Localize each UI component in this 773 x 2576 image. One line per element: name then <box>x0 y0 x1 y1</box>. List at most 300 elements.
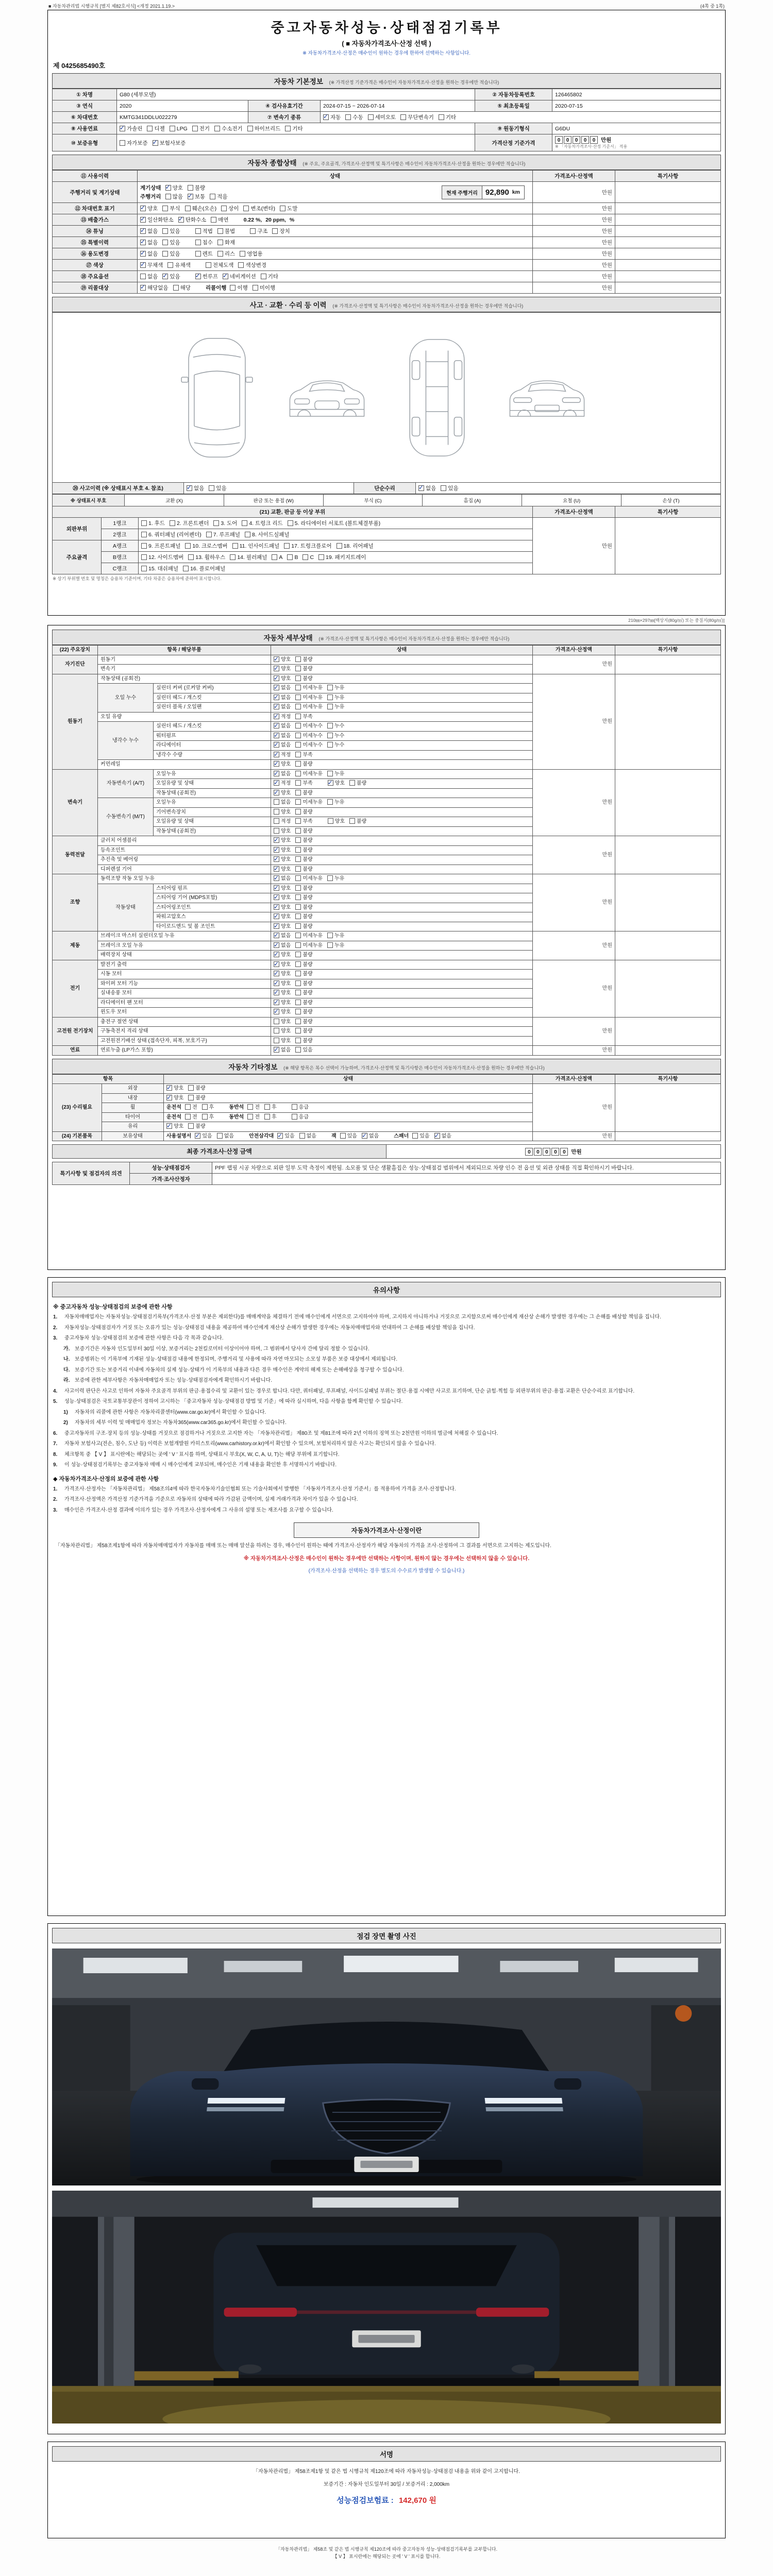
checkbox-option[interactable] <box>400 113 434 121</box>
checkbox-option[interactable] <box>250 227 267 235</box>
checkbox-option[interactable] <box>238 261 266 269</box>
checkbox-label: 세미오토 <box>375 114 396 121</box>
checkbox-option[interactable] <box>327 942 344 950</box>
checkbox-option[interactable] <box>274 714 291 721</box>
checkbox-option[interactable] <box>327 704 344 711</box>
checkbox-label: 미세누유 <box>303 685 323 691</box>
checkbox-option[interactable] <box>295 818 312 825</box>
checkbox-option[interactable] <box>247 1114 260 1121</box>
checkbox-option[interactable] <box>295 742 323 749</box>
checkbox-option[interactable] <box>274 942 291 950</box>
checkbox-option[interactable] <box>274 828 291 835</box>
checkbox-option[interactable] <box>295 685 323 692</box>
checkbox-option[interactable] <box>295 809 312 816</box>
checkbox-option[interactable] <box>247 1104 260 1111</box>
checkbox-option[interactable] <box>140 284 169 292</box>
checkbox-label: 무단변속기 <box>408 114 434 121</box>
state-cell <box>271 970 533 979</box>
checkbox-option[interactable] <box>323 113 341 121</box>
checkbox-option[interactable] <box>141 519 165 527</box>
checkbox-option[interactable] <box>140 273 158 280</box>
overall-title: 자동차 종합상태 <box>247 159 297 167</box>
device-cell: 원동기 <box>53 674 98 769</box>
notice-item-text: 중고자동차의 구조·장치 등의 성능·상태를 거짓으로 점검하거나 거짓으로 고지한 자는 「자동차관리법」 제80조 및 제81조에 따라 2년 이하의 징역 또는 2천만원 이하의 벌금에 처해질 수 있습니다. <box>64 1430 498 1436</box>
checkbox-label: 렌트 <box>202 251 213 257</box>
checkbox-option[interactable] <box>439 113 456 121</box>
checkbox-option[interactable] <box>153 139 186 147</box>
checkbox-option[interactable] <box>140 239 158 246</box>
checkbox-option[interactable] <box>295 885 312 892</box>
checkbox-option[interactable] <box>274 1028 291 1035</box>
checkbox-option[interactable] <box>147 125 164 132</box>
checkbox-option[interactable] <box>327 875 344 883</box>
checkbox-label: 없음 <box>281 723 291 729</box>
checkbox-option[interactable] <box>223 273 256 280</box>
checkbox-unchecked-icon <box>188 185 193 191</box>
checkbox-unchecked-icon <box>287 554 293 560</box>
notice-item <box>63 1409 720 1417</box>
checkbox-unchecked-icon <box>345 114 351 120</box>
checkbox-option[interactable] <box>295 666 312 673</box>
checkbox-option[interactable] <box>274 837 291 844</box>
checkbox-option[interactable] <box>295 894 312 902</box>
checkbox-option[interactable] <box>295 723 323 730</box>
checkbox-option[interactable] <box>240 250 262 258</box>
checkbox-option[interactable] <box>295 790 312 797</box>
checkbox-option[interactable] <box>295 780 312 787</box>
checkbox-option[interactable] <box>303 554 314 561</box>
checkbox-option[interactable] <box>292 1114 309 1121</box>
checkbox-option[interactable] <box>165 193 183 200</box>
checkbox-option[interactable] <box>295 656 312 664</box>
checkbox-option[interactable] <box>183 565 225 572</box>
state-cell <box>164 1103 533 1113</box>
signature-statement: 「자동차관리법」 제58조제1항 및 같은 법 시행규칙 제120조에 따라 자동차성능·상태점검 내용을 위와 같이 고지합니다. <box>253 2469 520 2475</box>
checkbox-unchecked-icon <box>327 933 333 938</box>
checkbox-option[interactable] <box>295 733 323 740</box>
checkbox-option[interactable] <box>295 923 312 930</box>
checkbox-option[interactable] <box>295 1038 312 1045</box>
checkbox-unchecked-icon <box>295 733 301 738</box>
checkbox-option[interactable] <box>272 227 290 235</box>
checkbox-option[interactable] <box>166 1085 183 1092</box>
checkbox-option[interactable] <box>295 933 323 940</box>
checkbox-option[interactable] <box>213 519 237 527</box>
checkbox-unchecked-icon <box>230 554 236 560</box>
checkbox-option[interactable] <box>274 771 291 778</box>
checkbox-unchecked-icon <box>243 206 249 211</box>
checkbox-option[interactable] <box>295 694 323 702</box>
checkbox-option[interactable] <box>434 1133 451 1140</box>
checkbox-option[interactable] <box>188 1123 205 1130</box>
etc-item-cell: 타이어 <box>102 1112 164 1122</box>
checkbox-checked-icon <box>274 933 279 938</box>
checkbox-option[interactable] <box>274 666 291 673</box>
checkbox-option[interactable] <box>188 193 205 200</box>
inline-label: 운전석 <box>166 1114 181 1120</box>
checkbox-option[interactable] <box>327 723 344 730</box>
checkbox-option[interactable] <box>295 675 312 683</box>
checkbox-option[interactable] <box>140 205 158 212</box>
price-survey-blue-note: (가격조사·산정을 선택하는 경우 별도의 수수료가 발생할 수 있습니다.) <box>308 1568 465 1574</box>
checkbox-label: 양호 <box>281 885 291 891</box>
checkbox-option[interactable] <box>162 205 180 212</box>
checkbox-label: 양호 <box>174 1086 184 1091</box>
checkbox-unchecked-icon <box>247 1114 253 1120</box>
checkbox-option[interactable] <box>295 913 312 921</box>
checkbox-option[interactable] <box>295 1019 312 1026</box>
checkbox-option[interactable] <box>170 126 188 132</box>
checkbox-option[interactable] <box>210 193 227 200</box>
checkbox-option[interactable] <box>295 1028 312 1035</box>
checkbox-option[interactable] <box>230 553 267 561</box>
price-digit: 0 <box>573 136 580 144</box>
current-mileage-label: 현재 주행거리 <box>442 186 482 199</box>
checkbox-option[interactable] <box>232 542 280 550</box>
checkbox-option[interactable] <box>272 554 282 561</box>
checkbox-option[interactable] <box>195 1133 212 1140</box>
checkbox-option[interactable] <box>214 125 243 132</box>
checkbox-option[interactable] <box>140 250 158 258</box>
checkbox-option[interactable] <box>185 1114 197 1121</box>
checkbox-option[interactable] <box>295 990 312 997</box>
checkbox-option[interactable] <box>230 284 247 292</box>
row-label: ⑬ 배출가스 <box>53 214 138 226</box>
checkbox-checked-icon <box>274 656 279 662</box>
checkbox-option[interactable] <box>274 1019 291 1026</box>
checkbox-option[interactable] <box>195 239 213 246</box>
checkbox-option[interactable] <box>274 1038 291 1045</box>
checkbox-option[interactable] <box>295 875 323 883</box>
checkbox-option[interactable] <box>141 565 178 572</box>
checkbox-option[interactable] <box>274 723 291 730</box>
checkbox-option[interactable] <box>170 519 209 527</box>
checkbox-label: 없음 <box>224 1133 234 1139</box>
row-label: ⑱ 주요옵션 <box>53 271 138 282</box>
checkbox-option[interactable] <box>162 227 180 235</box>
checkbox-option[interactable] <box>349 780 366 787</box>
checkbox-option[interactable] <box>195 227 213 235</box>
checkbox-checked-icon <box>274 875 279 881</box>
checkbox-option[interactable] <box>328 780 345 787</box>
car-top-view-diagram <box>181 320 253 475</box>
checkbox-option[interactable] <box>274 961 291 969</box>
checkbox-option[interactable] <box>274 742 291 749</box>
checkbox-option[interactable] <box>253 284 275 292</box>
checkbox-option[interactable] <box>274 885 291 892</box>
notice-item-number: 4. <box>53 1388 58 1394</box>
accident-history-row <box>52 482 721 494</box>
checkbox-unchecked-icon <box>195 251 201 257</box>
checkbox-option[interactable] <box>295 1047 312 1054</box>
checkbox-option[interactable] <box>288 519 381 527</box>
notice-item-text: 이 성능·상태점검기록부는 중고자동차 매매 시 매수인에게 교부되며, 매수인은 기재 내용을 확인한 후 서명하시기 바랍니다. <box>64 1462 337 1468</box>
checkbox-option[interactable] <box>274 894 291 902</box>
checkbox-option[interactable] <box>328 818 345 825</box>
checkbox-option[interactable] <box>295 952 312 959</box>
checkbox-option[interactable] <box>274 656 291 664</box>
rank-cell: 2랭크 <box>102 529 139 540</box>
checkbox-option[interactable] <box>345 113 363 121</box>
checkbox-label: 미세누수 <box>303 742 323 748</box>
overall-col-state: 상태 <box>138 171 533 182</box>
checkbox-option[interactable] <box>327 733 344 740</box>
checkbox-option[interactable] <box>192 125 210 132</box>
panel-damage-row <box>53 518 721 529</box>
checkbox-option[interactable] <box>206 531 240 538</box>
checkbox-option[interactable] <box>295 828 312 835</box>
checkbox-option[interactable] <box>195 250 213 258</box>
checkbox-option[interactable] <box>274 1009 291 1016</box>
checkbox-option[interactable] <box>295 1009 312 1016</box>
checkbox-option[interactable] <box>274 704 291 711</box>
checkbox-unchecked-icon <box>340 1133 346 1139</box>
checkbox-label: 불량 <box>303 923 313 929</box>
subgroup-cell: 오일 누수 <box>98 684 154 713</box>
checkbox-checked-icon <box>274 685 279 690</box>
checkbox-option[interactable] <box>295 799 323 806</box>
checkbox-option[interactable] <box>295 971 312 978</box>
checkbox-option[interactable] <box>295 761 312 768</box>
checkbox-option[interactable] <box>185 1104 197 1111</box>
checkbox-option[interactable] <box>295 856 312 863</box>
checkbox-option[interactable] <box>165 184 183 192</box>
checkbox-option[interactable] <box>327 799 344 806</box>
checkbox-option[interactable] <box>295 866 312 873</box>
checkbox-unchecked-icon <box>292 1104 297 1110</box>
notice-item-text: 매수인은 가격조사·산정 결과에 이의가 있는 경우 가격조사·산정자에게 그 사유의 설명 또는 재조사를 요구할 수 있습니다. <box>64 1507 333 1513</box>
checkbox-option[interactable] <box>295 980 312 988</box>
checkbox-unchecked-icon <box>295 866 301 872</box>
checkbox-option[interactable] <box>245 531 290 538</box>
checkbox-option[interactable] <box>295 999 312 1007</box>
checkbox-option[interactable] <box>274 904 291 911</box>
checkbox-option[interactable] <box>441 484 458 492</box>
checkbox-option[interactable] <box>217 239 235 246</box>
checkbox-option[interactable] <box>247 125 281 132</box>
checkbox-option[interactable] <box>141 531 201 538</box>
checkbox-option[interactable] <box>280 205 297 212</box>
checkbox-option[interactable] <box>274 856 291 863</box>
checkbox-option[interactable] <box>295 752 312 759</box>
checkbox-option[interactable] <box>274 733 291 740</box>
checkbox-option[interactable] <box>167 261 190 269</box>
checkbox-unchecked-icon <box>295 694 301 700</box>
state-cell <box>271 712 533 722</box>
checkbox-option[interactable] <box>295 847 312 854</box>
checkbox-option[interactable] <box>285 125 303 132</box>
checkbox-option[interactable] <box>162 273 180 280</box>
checkbox-unchecked-icon <box>188 554 194 560</box>
notice-item-number: 가. <box>63 1346 70 1352</box>
checkbox-option[interactable] <box>274 790 291 797</box>
checkbox-option[interactable] <box>327 771 344 778</box>
checkbox-unchecked-icon <box>217 251 223 257</box>
checkbox-option[interactable] <box>340 1133 357 1140</box>
checkbox-option[interactable] <box>349 818 366 825</box>
checkbox-option[interactable] <box>299 1133 316 1140</box>
checkbox-option[interactable] <box>274 809 291 816</box>
checkbox-option[interactable] <box>140 261 163 269</box>
checkbox-unchecked-icon <box>170 126 175 131</box>
checkbox-unchecked-icon <box>295 913 301 919</box>
note-cell <box>615 960 721 1017</box>
checkbox-option[interactable] <box>274 980 291 988</box>
checkbox-option[interactable] <box>166 1095 183 1102</box>
checkbox-option[interactable] <box>120 125 142 132</box>
inline-label: 스패너 <box>394 1133 409 1139</box>
checkbox-option[interactable] <box>188 553 225 561</box>
checkbox-option[interactable] <box>274 694 291 702</box>
checkbox-option[interactable] <box>274 990 291 997</box>
checkbox-option[interactable] <box>162 250 180 258</box>
checkbox-option[interactable] <box>141 553 183 561</box>
checkbox-option[interactable] <box>173 284 191 292</box>
checkbox-option[interactable] <box>277 1133 294 1140</box>
checkbox-label: 누유 <box>334 771 345 777</box>
checkbox-option[interactable] <box>140 227 158 235</box>
checkbox-option[interactable] <box>166 1123 183 1130</box>
checkbox-option[interactable] <box>206 261 234 269</box>
checkbox-option[interactable] <box>202 1114 214 1121</box>
checkbox-option[interactable] <box>295 942 323 950</box>
checkbox-option[interactable] <box>274 923 291 930</box>
checkbox-label: 양호 <box>281 675 291 682</box>
checkbox-option[interactable] <box>274 685 291 692</box>
checkbox-option[interactable] <box>162 239 180 246</box>
checkbox-option[interactable] <box>120 139 148 147</box>
checkbox-option[interactable] <box>274 875 291 883</box>
checkbox-option[interactable] <box>140 216 174 224</box>
checkbox-option[interactable] <box>274 952 291 959</box>
checkbox-option[interactable] <box>327 694 344 702</box>
checkbox-option[interactable] <box>295 904 312 911</box>
checkbox-option[interactable] <box>211 216 228 224</box>
checkbox-option[interactable] <box>261 273 278 280</box>
page-subtitle: ( ■ 자동차가격조사·산정 선택 ) <box>342 40 431 47</box>
checkbox-option[interactable] <box>141 542 180 550</box>
checkbox-option[interactable] <box>243 205 275 212</box>
checkbox-option[interactable] <box>242 519 282 527</box>
detail-row <box>53 655 721 665</box>
checkbox-option[interactable] <box>195 273 218 280</box>
checkbox-option[interactable] <box>412 1133 429 1140</box>
checkbox-label: 없음 <box>147 228 158 234</box>
checkbox-option[interactable] <box>274 818 291 825</box>
overall-note: (※ 주요, 주요골격, 가격조사·산정액 및 특기사항은 매수인이 자동차가격조사·산정을 원하는 경우에만 적습니다) <box>303 161 526 166</box>
checkbox-unchecked-icon <box>295 723 301 728</box>
checkbox-option[interactable] <box>274 866 291 873</box>
checkbox-option[interactable] <box>217 227 235 235</box>
checkbox-option[interactable] <box>327 685 344 692</box>
checkbox-checked-icon <box>166 1123 172 1129</box>
checkbox-option[interactable] <box>202 1104 214 1111</box>
checkbox-option[interactable] <box>295 771 323 778</box>
checkbox-option[interactable] <box>274 761 291 768</box>
checkbox-option[interactable] <box>221 205 239 212</box>
checkbox-option[interactable] <box>274 913 291 921</box>
checkbox-option[interactable] <box>217 250 235 258</box>
checkbox-label: 불량 <box>303 838 313 843</box>
checkbox-option[interactable] <box>295 704 323 711</box>
checkbox-option[interactable] <box>327 933 344 940</box>
checkbox-option[interactable] <box>368 113 396 121</box>
checkbox-option[interactable] <box>185 205 217 212</box>
checkbox-option[interactable] <box>274 1047 291 1054</box>
checkbox-option[interactable] <box>274 999 291 1007</box>
checkbox-checked-icon <box>328 780 333 786</box>
detail-col-price: 가격조사·산정액 <box>533 646 615 655</box>
form-reference-line <box>47 2 726 10</box>
checkbox-option[interactable] <box>185 542 227 550</box>
checkbox-label: 불량 <box>303 656 313 663</box>
checkbox-option[interactable] <box>274 675 291 683</box>
checkbox-label: 없음 <box>306 1133 316 1139</box>
checkbox-option[interactable] <box>295 837 312 844</box>
checkbox-option[interactable] <box>418 484 436 492</box>
checkbox-checked-icon <box>153 140 158 146</box>
accident-note: (※ 가격조사·산정액 및 특기사항은 매수인이 자동차가격조사·산정을 원하는 경우에만 적습니다) <box>332 303 524 309</box>
state-cell <box>271 998 533 1008</box>
checkbox-option[interactable] <box>274 971 291 978</box>
checkbox-checked-icon <box>166 1085 172 1091</box>
checkbox-option[interactable] <box>209 484 226 492</box>
checkbox-unchecked-icon <box>261 274 266 279</box>
checkbox-option[interactable] <box>188 184 205 192</box>
panel-bottom-note: ※ 상기 부위별 번호 및 명칭은 승용차 기준이며, 기타 차종은 승용차에 준하여 표시합니다. <box>53 576 222 581</box>
checkbox-label: 양호 <box>334 819 345 824</box>
overall-row <box>53 214 721 226</box>
mileage-row-label: 주행거리 및 계기상태 <box>53 182 138 203</box>
checkbox-option[interactable] <box>327 742 344 749</box>
checkbox-option[interactable] <box>274 799 291 806</box>
checkbox-option[interactable] <box>264 1104 277 1111</box>
checkbox-option[interactable] <box>188 1085 205 1092</box>
price-cell: 만원 <box>533 226 615 237</box>
checkbox-label: 누유 <box>334 933 345 939</box>
checkbox-option[interactable] <box>362 1133 379 1140</box>
checkbox-option[interactable] <box>295 714 312 721</box>
checkbox-option[interactable] <box>295 961 312 969</box>
checkbox-checked-icon <box>274 847 279 853</box>
checkbox-option[interactable] <box>292 1104 309 1111</box>
checkbox-option[interactable] <box>188 1095 205 1102</box>
subgroup-cell: 자동변속기 (A/T) <box>98 769 154 798</box>
checkbox-option[interactable] <box>287 554 298 561</box>
item-cell: 실내송풍 모터 <box>98 989 271 998</box>
checkbox-option[interactable] <box>274 752 291 759</box>
checkbox-option[interactable] <box>337 542 374 550</box>
checkbox-option[interactable] <box>274 847 291 854</box>
checkbox-option[interactable] <box>284 542 331 550</box>
checkbox-option[interactable] <box>274 933 291 940</box>
checkbox-label: 수동 <box>352 114 363 121</box>
checkbox-unchecked-icon <box>274 818 279 824</box>
etc-note: (※ 해당 항목은 복수 선택이 가능하며, 가격조사·산정액 및 특기사항은 매수인이 자동차가격조사·산정을 원하는 경우에만 적습니다) <box>283 1065 545 1071</box>
checkbox-option[interactable] <box>274 780 291 787</box>
checkbox-option[interactable] <box>187 484 204 492</box>
checkbox-checked-icon <box>274 733 279 738</box>
checkbox-checked-icon <box>274 771 279 776</box>
checkbox-unchecked-icon <box>441 485 446 491</box>
checkbox-option[interactable] <box>178 216 207 224</box>
checkbox-label: 누유 <box>334 694 345 701</box>
checkbox-option[interactable] <box>318 553 366 561</box>
checkbox-option[interactable] <box>217 1133 234 1140</box>
checkbox-option[interactable] <box>264 1114 277 1121</box>
checkbox-unchecked-icon <box>295 952 301 957</box>
checkbox-label: 불량 <box>194 185 206 191</box>
